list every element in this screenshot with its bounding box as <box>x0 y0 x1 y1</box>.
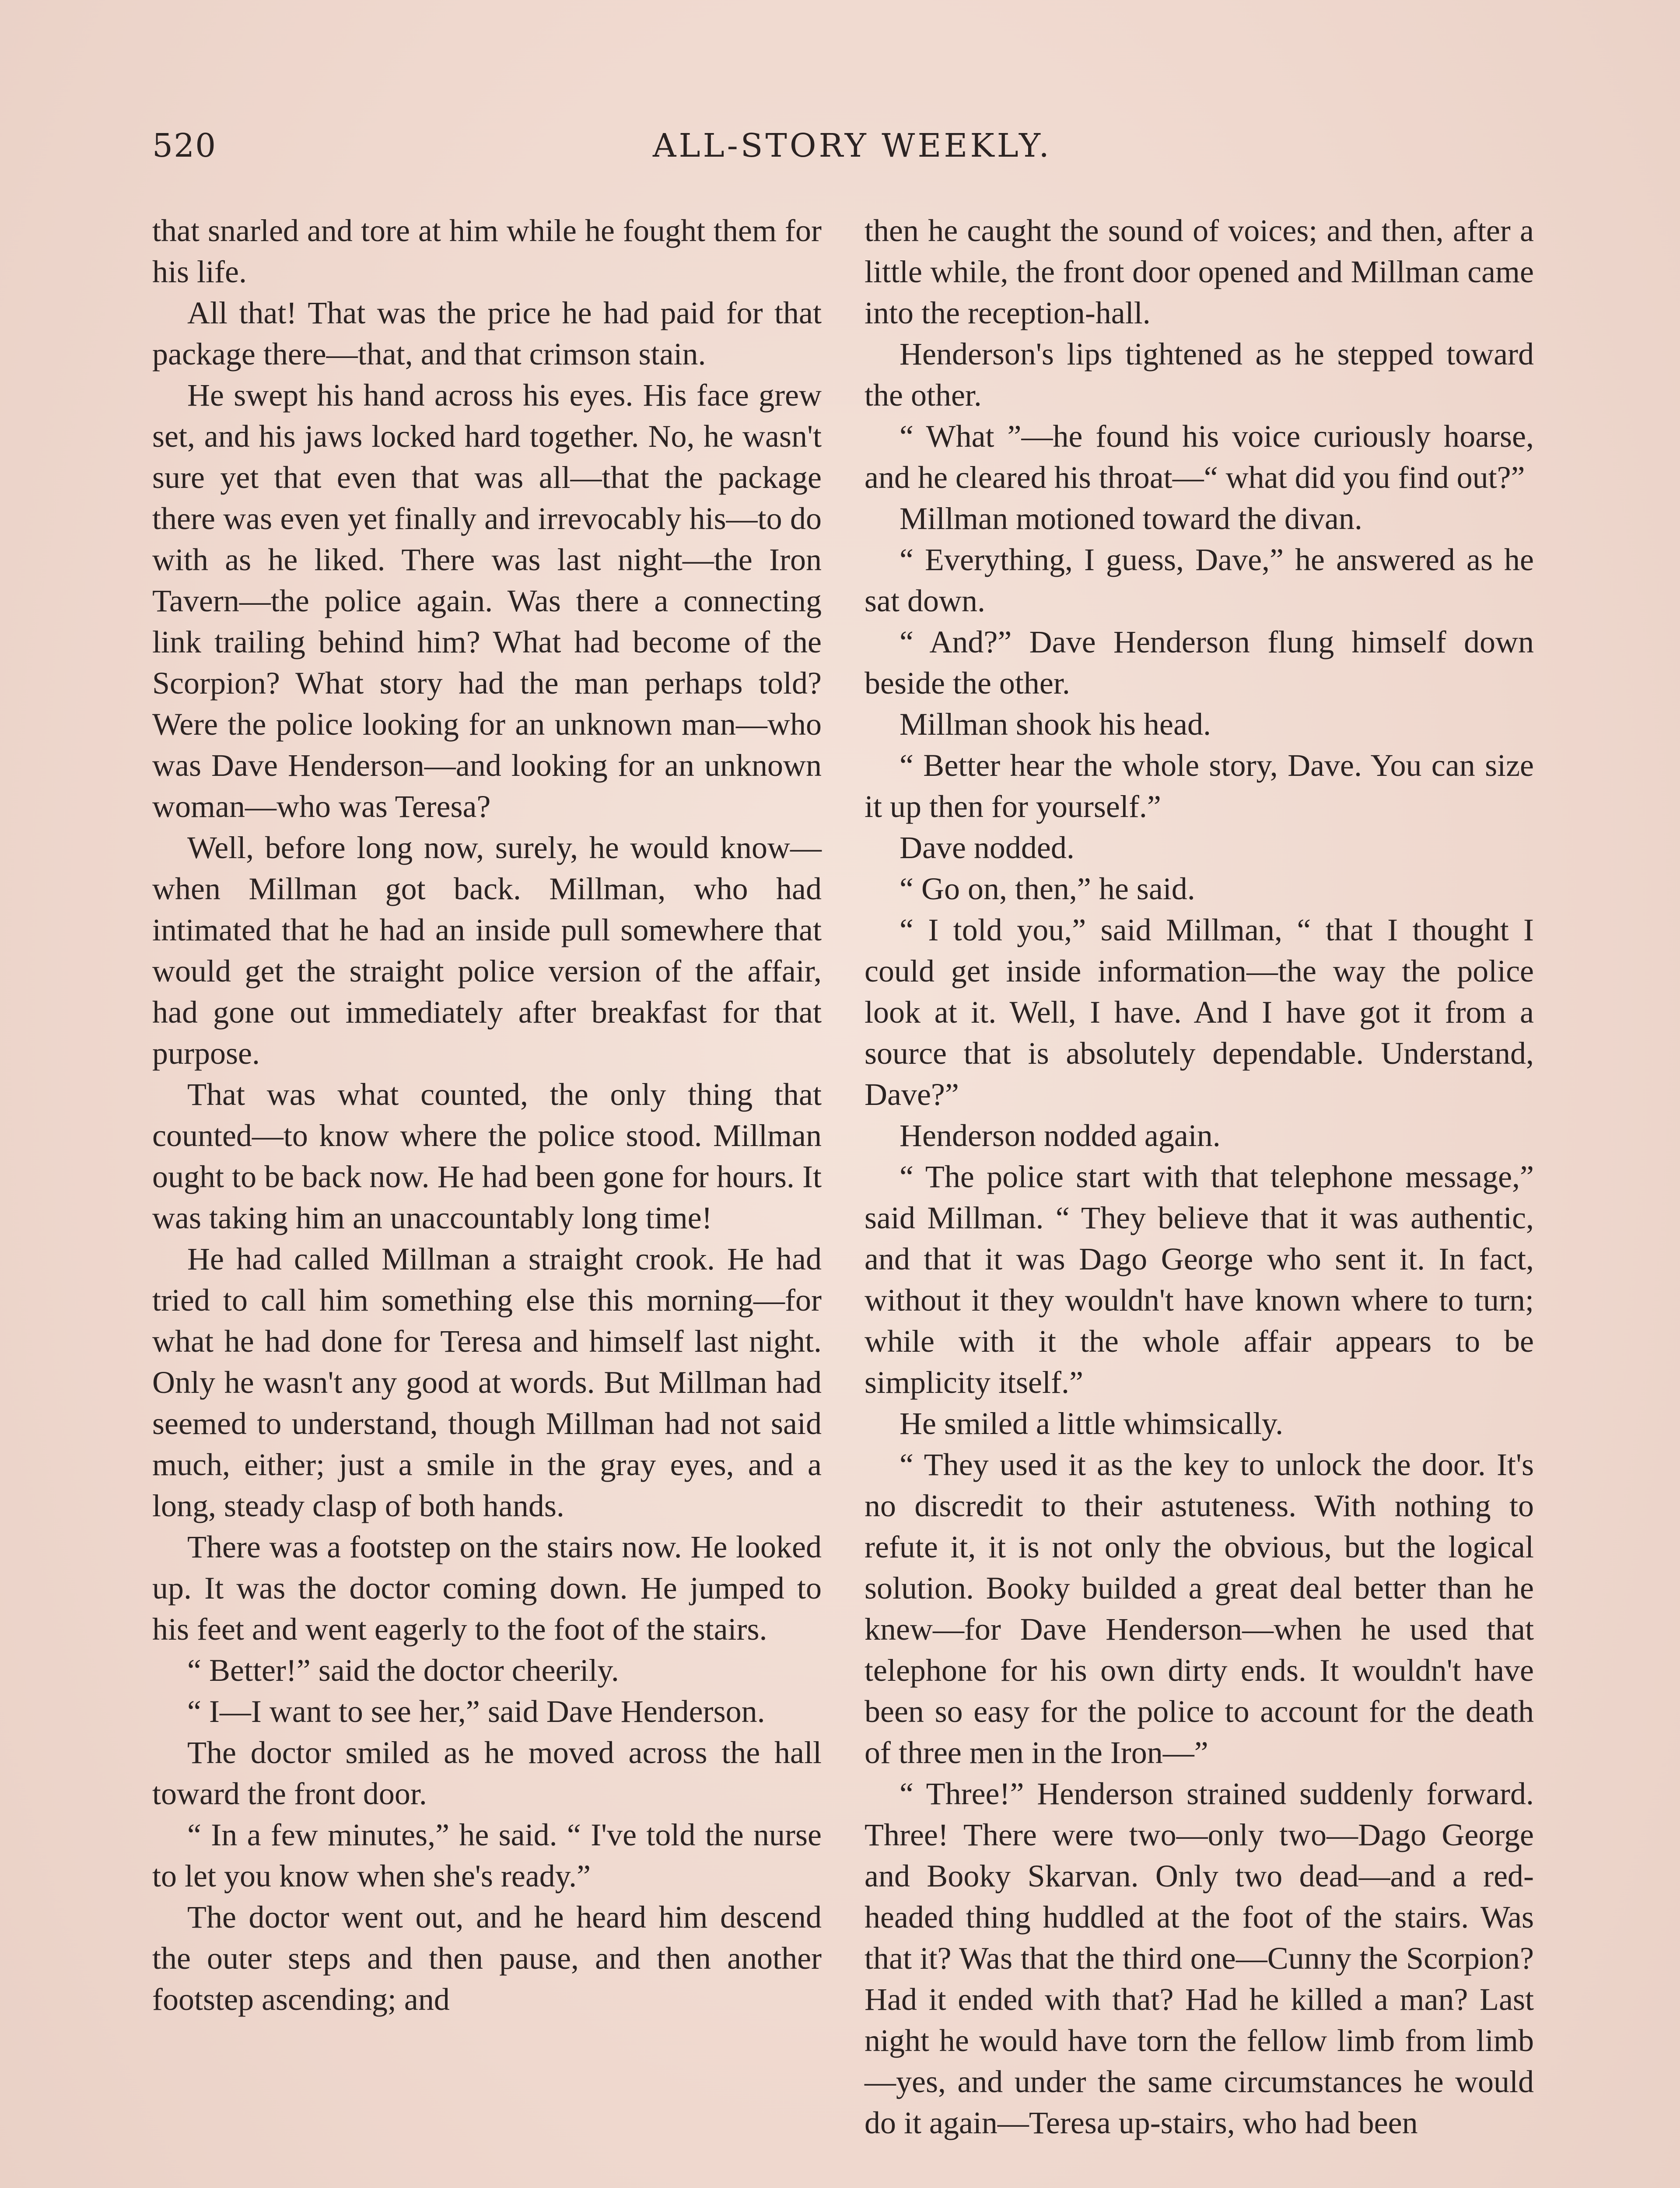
paragraph: then he caught the sound of voices; and then, after a little while, the front door opened and Millman came into the reception-hall. <box>864 213 1534 330</box>
paragraph: The doctor smiled as he moved across the hall toward the front door. <box>152 1735 822 1811</box>
paragraph: Henderson nodded again. <box>900 1118 1221 1153</box>
running-title: ALL-STORY WEEKLY. <box>653 127 1052 165</box>
paragraph: “ Three!” Henderson strained suddenly forward. Three! There were two—only two—Dago George and Booky Skarvan. Only two dead—and a red-headed thing huddled at the foot of the stairs. Was that it? Was that the third one—Cunny the Scorpion? Had it ended with that? Had he killed a man? Last night he would have torn the fellow limb from limb—yes, and under the same circumstances he would do it again—Teresa up-stairs, who had been <box>864 1776 1534 2140</box>
paragraph: “ The police start with that telephone message,” said Millman. “ They believe that it was authentic, and that it was Dago George who sent it. In fact, without it they wouldn't have known where to turn; while with it the whole affair appears to be simplicity itself.” <box>864 1159 1534 1400</box>
paragraph: “ I—I want to see her,” said Dave Henderson. <box>187 1694 765 1729</box>
paragraph: “ Go on, then,” he said. <box>900 871 1195 906</box>
paragraph: Henderson's lips tightened as he stepped toward the other. <box>864 337 1534 413</box>
paragraph: “ Better hear the whole story, Dave. You can size it up then for yourself.” <box>864 748 1534 824</box>
paragraph: “ In a few minutes,” he said. “ I've told the nurse to let you know when she's ready.” <box>152 1817 822 1893</box>
paragraph: He smiled a little whimsically. <box>900 1406 1284 1441</box>
paragraph: “ Everything, I guess, Dave,” he answered as he sat down. <box>864 542 1534 618</box>
paragraph: Millman motioned toward the divan. <box>900 501 1362 536</box>
paragraph: Dave nodded. <box>900 830 1074 865</box>
paragraph: “ And?” Dave Henderson flung himself down beside the other. <box>864 624 1534 701</box>
page-number: 520 <box>152 127 217 165</box>
paragraph: Well, before long now, surely, he would know—when Millman got back. Millman, who had intimated that he had an inside pull somewhere that would get the straight police version of the affair, had gone out immediately after breakfast for that purpose. <box>152 830 822 1071</box>
paragraph: Millman shook his head. <box>900 707 1211 742</box>
left-column <box>152 210 822 2020</box>
paragraph: He swept his hand across his eyes. His face grew set, and his jaws locked hard together. No, he wasn't sure yet that even that was all—that the package there was even yet finally and irrevocably his—to do with as he liked. There was last night—the Iron Tavern—the police again. Was there a connecting link trailing behind him? What had become of the Scorpion? What story had the man perhaps told? Were the police looking for an unknown man—who was Dave Henderson—and looking for an unknown woman—who was Teresa? <box>152 378 822 824</box>
paragraph: He had called Millman a straight crook. He had tried to call him something else this morning—for what he had done for Teresa and himself last night. Only he wasn't any good at words. But Millman had seemed to understand, though Millman had not said much, either; just a smile in the gray eyes, and a long, steady clasp of both hands. <box>152 1241 822 1523</box>
page-header <box>152 127 1552 175</box>
right-column <box>864 210 1534 2143</box>
paragraph: “ I told you,” said Millman, “ that I thought I could get inside information—the way the police look at it. Well, I have. And I have got it from a source that is absolutely dependable. Understand, Dave?” <box>864 912 1534 1112</box>
paragraph: “ What ”—he found his voice curiously hoarse, and he cleared his throat—“ what did you find out?” <box>864 419 1534 495</box>
text-columns <box>152 210 1535 2188</box>
paragraph: There was a footstep on the stairs now. He looked up. It was the doctor coming down. He jumped to his feet and went eagerly to the foot of the stairs. <box>152 1529 822 1647</box>
paragraph: that snarled and tore at him while he fought them for his life. <box>152 213 822 289</box>
paragraph: The doctor went out, and he heard him descend the outer steps and then pause, and then another footstep ascending; and <box>152 1900 822 2017</box>
paragraph: That was what counted, the only thing that counted—to know where the police stood. Millman ought to be back now. He had been gone for hours. It was taking him an unaccountably long time! <box>152 1077 822 1235</box>
paragraph: “ They used it as the key to unlock the door. It's no discredit to their astuteness. With nothing to refute it, it is not only the obvious, but the logical solution. Booky builded a great deal better than he knew—for Dave Henderson—when he used that telephone for his own dirty ends. It wouldn't have been so easy for the police to account for the death of three men in the Iron—” <box>864 1447 1534 1770</box>
paragraph: “ Better!” said the doctor cheerily. <box>187 1653 619 1688</box>
paragraph: All that! That was the price he had paid for that package there—that, and that crimson stain. <box>152 295 822 372</box>
